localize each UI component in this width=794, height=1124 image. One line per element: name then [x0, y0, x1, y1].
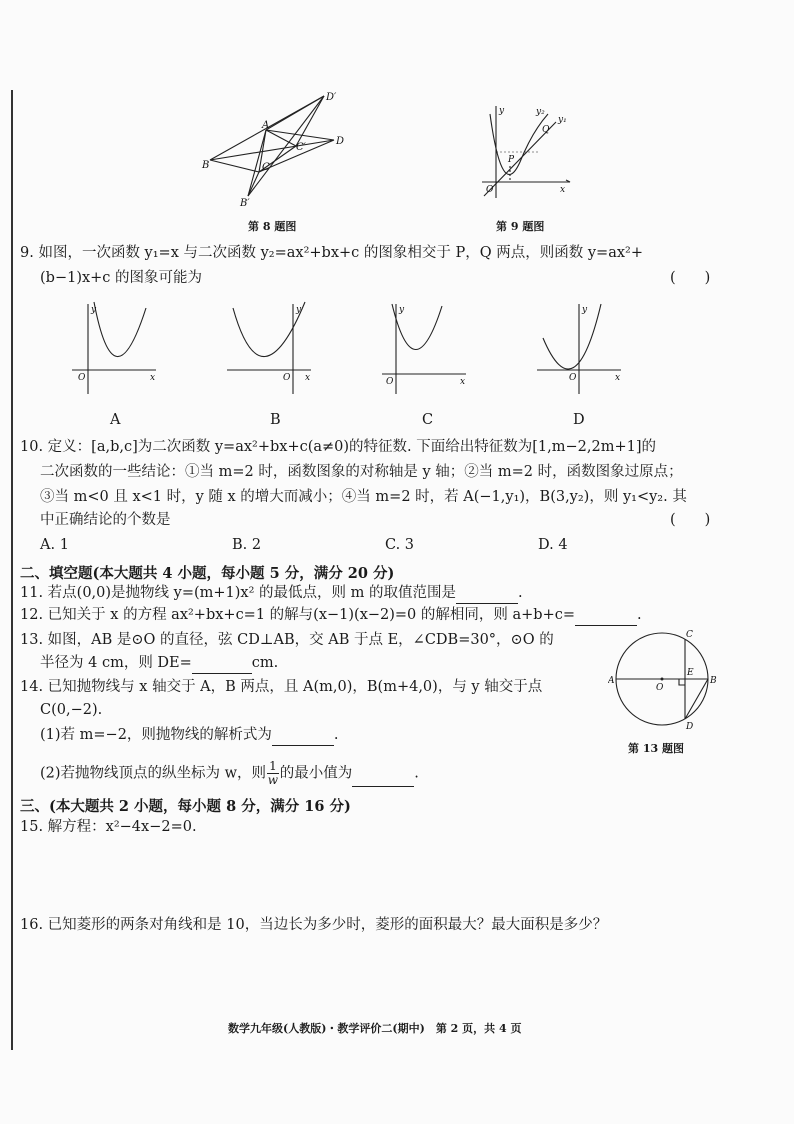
q14-sub1: [40, 725, 339, 746]
fig8-label: C: [262, 162, 270, 173]
fig13-label: A: [608, 676, 615, 686]
fig9-label: y: [499, 106, 505, 116]
q14-sub2-answer-blank[interactable]: [352, 770, 414, 787]
axis-label: O: [78, 373, 86, 383]
q16-text: 16. 已知菱形的两条对角线和是 10，当边长为多少时，菱形的面积最大？最大面积是多少？: [20, 917, 608, 933]
q9-graph-d: [535, 298, 625, 398]
fig13-label: D: [686, 722, 694, 732]
q11-suffix: .: [518, 585, 523, 601]
q14-line1: 14. 已知抛物线与 x 轴交于 A，B 两点，且 A(m,0)，B(m+4,0)，与 y 轴交于点: [20, 679, 543, 695]
fig13-caption: 第 13 题图: [628, 742, 684, 755]
q14-sub2-mid: 的最小值为: [279, 765, 353, 782]
fig8-label: D: [336, 136, 345, 147]
fig8-label: D′: [326, 92, 337, 103]
fig9-label: y₁: [558, 115, 567, 125]
q10-line4: 中正确结论的个数是: [40, 512, 171, 528]
q10-line3: ③当 m<0 且 x<1 时，y 随 x 的增大而减小；④当 m=2 时，若 A(−1,y₁)，B(3,y₂)，则 y₁<y₂. 其: [40, 489, 687, 505]
fraction-denominator: w: [267, 773, 279, 787]
axis-label: x: [305, 373, 311, 383]
fig13-label: O: [656, 683, 664, 693]
q14-sub2-suffix: .: [414, 765, 419, 782]
fig8-label: C′: [296, 142, 306, 153]
q13-line2: [40, 653, 278, 674]
axis-label: y: [399, 305, 405, 315]
q9-option-c[interactable]: C: [422, 412, 434, 428]
q9-option-a[interactable]: A: [110, 412, 121, 428]
q13-suffix: cm.: [251, 655, 279, 671]
q14-sub2: [40, 760, 419, 787]
q14-fraction: [267, 760, 279, 787]
q14-line2: C(0,−2).: [40, 702, 103, 718]
q10-option-d[interactable]: D. 4: [538, 537, 568, 553]
figure-13: [608, 625, 723, 735]
q14-sub1-answer-blank[interactable]: [272, 729, 334, 746]
q9-line2: (b−1)x+c 的图象可能为: [40, 270, 203, 286]
q10-line1: 10. 定义：[a,b,c]为二次函数 y=ax²+bx+c(a≠0)的特征数. 下面给出特征数为[1,m−2,2m+1]的: [20, 439, 656, 455]
q11-prefix: 11. 若点(0,0)是抛物线 y=(m+1)x² 的最低点，则 m 的取值范围是: [20, 585, 456, 601]
figure-8: [196, 88, 356, 218]
q12-prefix: 12. 已知关于 x 的方程 ax²+bx+c=1 的解与(x−1)(x−2)=0 的解相同，则 a+b+c=: [20, 607, 575, 623]
axis-label: y: [582, 305, 588, 315]
axis-label: y: [91, 305, 97, 315]
q9-graph-b: [225, 298, 315, 398]
q9-answer-paren: ( ): [670, 270, 711, 286]
figure-9: [478, 102, 578, 202]
axis-label: y: [296, 305, 302, 315]
q13-prefix: 半径为 4 cm，则 DE=: [40, 655, 192, 671]
axis-label: x: [615, 373, 621, 383]
axis-label: O: [283, 373, 291, 383]
q9-option-d[interactable]: D: [573, 412, 585, 428]
q12-text: [20, 605, 642, 626]
fig9-label: y₂: [536, 107, 545, 117]
fig8-caption: 第 8 题图: [248, 220, 297, 233]
fig9-label: x: [560, 185, 566, 195]
page-footer: 数学九年级(人教版)・教学评价二(期中) 第 2 页，共 4 页: [228, 1022, 522, 1035]
fig9-label: P: [508, 155, 515, 165]
binding-line: [11, 90, 13, 1050]
axis-label: x: [150, 373, 156, 383]
fig13-label: C: [686, 630, 693, 640]
q15-text: 15. 解方程：x²−4x−2=0.: [20, 819, 197, 835]
q9-graph-c: [380, 298, 470, 398]
section2-title: 二、填空题(本大题共 4 小题，每小题 5 分，满分 20 分): [20, 565, 395, 582]
axis-label: O: [569, 373, 577, 383]
fig8-label: B′: [240, 198, 250, 209]
section3-title: 三、(本大题共 2 小题，每小题 8 分，满分 16 分): [20, 798, 351, 815]
q9-line1: 9. 如图，一次函数 y₁=x 与二次函数 y₂=ax²+bx+c 的图象相交于 P，Q 两点，则函数 y=ax²+: [20, 245, 643, 261]
q10-option-b[interactable]: B. 2: [232, 537, 262, 553]
q13-line1: 13. 如图，AB 是⊙O 的直径，弦 CD⊥AB，交 AB 于点 E，∠CDB=30°，⊙O 的: [20, 632, 554, 648]
q13-answer-blank[interactable]: [192, 657, 252, 674]
axis-label: x: [460, 377, 466, 387]
fig13-label: E: [687, 668, 694, 678]
q9-graph-a: [70, 298, 160, 398]
q14-sub1-suffix: .: [333, 727, 339, 743]
q10-option-a[interactable]: A. 1: [40, 537, 69, 553]
q14-sub1-prefix: (1)若 m=−2，则抛物线的解析式为: [40, 727, 272, 743]
q10-option-c[interactable]: C. 3: [385, 537, 415, 553]
fig9-label: O: [486, 185, 494, 195]
q9-option-b[interactable]: B: [270, 412, 281, 428]
q14-sub2-prefix: (2)若抛物线顶点的纵坐标为 w，则: [40, 765, 267, 782]
q10-line2: 二次函数的一些结论：①当 m=2 时，函数图象的对称轴是 y 轴；②当 m=2 时，函数图象过原点；: [40, 464, 683, 480]
q10-answer-paren: ( ): [670, 512, 711, 528]
q11-answer-blank[interactable]: [456, 587, 518, 604]
fig8-label: B: [202, 160, 210, 171]
fraction-numerator: 1: [269, 759, 277, 773]
fig9-label: Q: [542, 125, 550, 135]
fig9-caption: 第 9 题图: [496, 220, 545, 233]
fig13-label: B: [710, 676, 717, 686]
q11-text: [20, 583, 523, 604]
fig8-label: A: [262, 120, 270, 131]
q12-answer-blank[interactable]: [575, 609, 637, 626]
axis-label: O: [386, 377, 394, 387]
q12-suffix: .: [637, 607, 642, 623]
